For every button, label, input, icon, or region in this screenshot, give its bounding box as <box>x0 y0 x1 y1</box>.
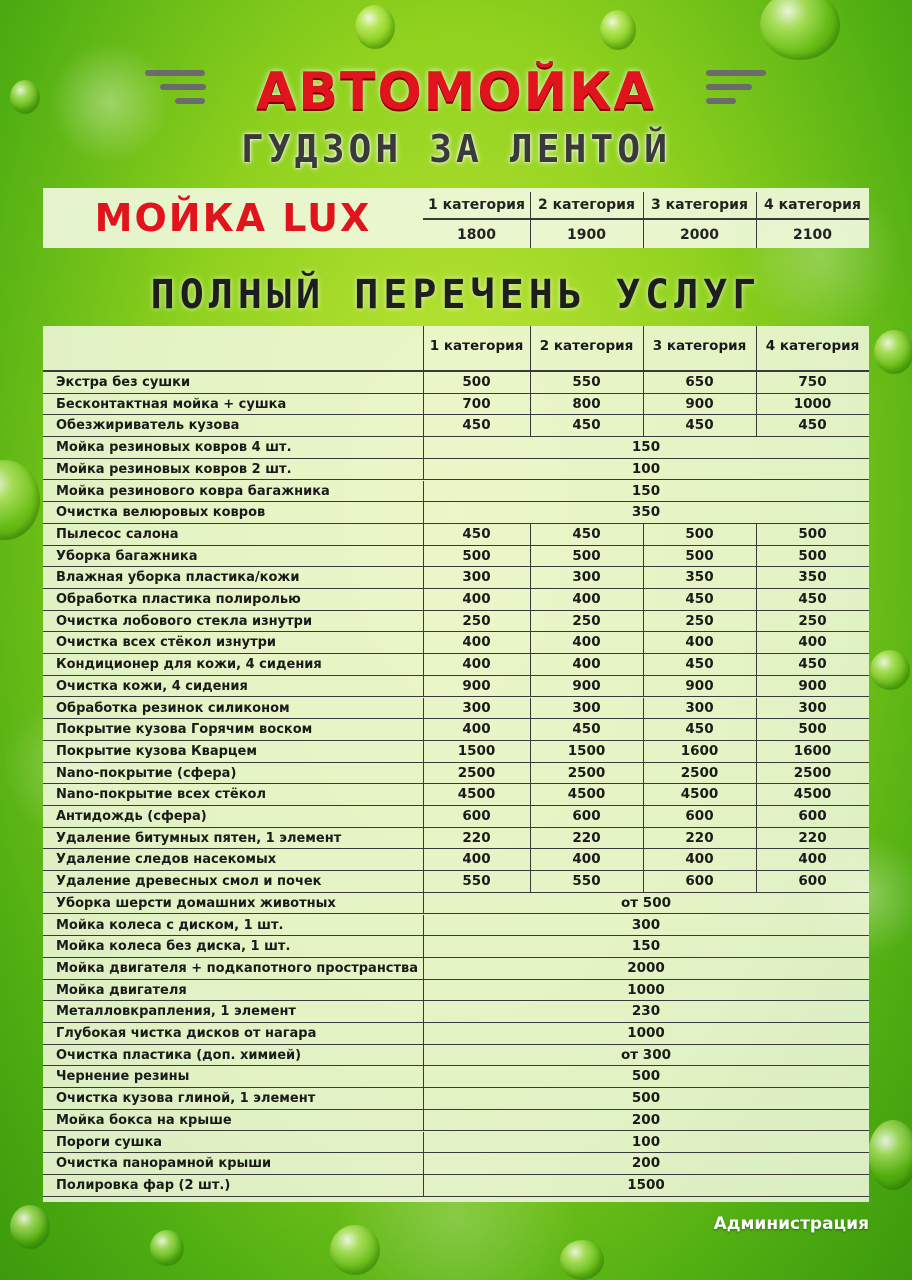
price-cell-merged: 500 <box>631 1090 661 1107</box>
price-column-divider <box>643 828 644 850</box>
price-column-divider <box>756 849 757 871</box>
water-drop <box>870 650 910 690</box>
table-row <box>43 871 869 893</box>
table-row <box>43 567 869 589</box>
price-cell: 450 <box>798 591 827 607</box>
price-cell: 500 <box>798 525 827 542</box>
price-cell: 450 <box>572 417 601 434</box>
price-cell: 600 <box>798 873 827 890</box>
price-column-divider <box>530 849 531 871</box>
price-column-divider <box>756 567 757 589</box>
price-cell: 1500 <box>567 742 606 759</box>
price-cell: 250 <box>462 612 491 629</box>
price-column-divider <box>643 676 644 698</box>
price-cell: 2500 <box>680 764 719 781</box>
price-cell: 4500 <box>457 786 496 803</box>
price-column-divider <box>530 394 531 416</box>
table-row <box>43 415 869 437</box>
table-row <box>43 763 869 785</box>
table-row <box>43 1023 869 1045</box>
price-column-divider <box>756 698 757 720</box>
table-row <box>43 632 869 654</box>
service-name: Металловкрапления, 1 элемент <box>56 1004 296 1020</box>
price-cell: 700 <box>462 395 491 412</box>
price-column-divider <box>643 698 644 720</box>
price-column-divider <box>756 784 757 806</box>
lux-category-header: 4 категория <box>764 197 861 213</box>
table-row <box>43 893 869 915</box>
price-column-divider <box>530 698 531 720</box>
service-name: Мойка двигателя <box>56 982 187 998</box>
service-name: Очистка всех стёкол изнутри <box>56 635 277 651</box>
price-cell-merged: 350 <box>631 504 661 521</box>
table-row <box>43 611 869 633</box>
price-cell: 400 <box>572 591 601 607</box>
price-column-divider <box>530 372 531 394</box>
price-cell: 300 <box>572 699 601 716</box>
water-drop <box>760 0 840 60</box>
price-cell: 900 <box>572 677 601 694</box>
service-name: Очистка кузова глиной, 1 элемент <box>56 1091 316 1107</box>
price-cell: 1600 <box>793 742 832 759</box>
table-row <box>43 654 869 676</box>
table-row <box>43 437 869 459</box>
table-row <box>43 784 869 806</box>
price-column-divider <box>756 524 757 546</box>
service-name: Полировка фар (2 шт.) <box>56 1177 231 1193</box>
lux-price: 2100 <box>793 227 832 243</box>
price-cell: 400 <box>572 634 601 651</box>
footer-administration: Администрация <box>713 1214 869 1234</box>
price-column-divider <box>756 394 757 416</box>
lux-price-panel <box>43 188 869 248</box>
service-name: Удаление древесных смол и почек <box>56 874 322 890</box>
price-cell: 400 <box>798 851 827 868</box>
service-name: Мойка резиновых ковров 4 шт. <box>56 440 292 456</box>
price-cell: 450 <box>685 591 714 607</box>
price-cell: 500 <box>685 547 714 564</box>
table-row <box>43 546 869 568</box>
header-column-divider <box>643 326 644 370</box>
price-column-divider <box>643 654 644 676</box>
table-row <box>43 1110 869 1132</box>
price-column-divider <box>530 806 531 828</box>
price-cell: 250 <box>685 612 714 629</box>
price-cell: 450 <box>685 656 714 673</box>
service-name: Очистка панорамной крыши <box>56 1156 272 1172</box>
price-cell: 550 <box>572 873 601 890</box>
price-column-divider <box>643 784 644 806</box>
price-column-divider <box>756 871 757 893</box>
service-name: Мойка колеса с диском, 1 шт. <box>56 917 284 933</box>
table-row <box>43 481 869 503</box>
price-list-table <box>43 326 869 1202</box>
price-column-divider <box>756 741 757 763</box>
price-cell: 300 <box>462 569 491 586</box>
table-row <box>43 394 869 416</box>
service-name: Мойка резинового ковра багажника <box>56 483 330 499</box>
service-name: Покрытие кузова Кварцем <box>56 743 257 759</box>
price-cell: 500 <box>462 374 491 390</box>
price-column-divider <box>756 719 757 741</box>
price-cell: 800 <box>572 395 601 412</box>
table-row <box>43 936 869 958</box>
price-cell: 550 <box>462 873 491 890</box>
price-cell: 4500 <box>680 786 719 803</box>
price-list-title: ПОЛНЫЙ ПЕРЕЧЕНЬ УСЛУГ <box>150 272 762 318</box>
table-row <box>43 502 869 524</box>
service-name: Очистка пластика (доп. химией) <box>56 1047 302 1063</box>
price-column-divider <box>643 372 644 394</box>
price-cell: 300 <box>572 569 601 586</box>
price-column-divider <box>756 372 757 394</box>
price-cell: 2500 <box>457 764 496 781</box>
table-row <box>43 676 869 698</box>
category-header: 2 категория <box>539 338 634 354</box>
table-row <box>43 958 869 980</box>
price-cell-merged: 150 <box>631 938 661 955</box>
price-cell: 400 <box>685 634 714 651</box>
table-row <box>43 459 869 481</box>
table-row <box>43 524 869 546</box>
service-name: Чернение резины <box>56 1069 190 1085</box>
price-cell: 500 <box>572 547 601 564</box>
table-row <box>43 719 869 741</box>
table-row <box>43 1001 869 1023</box>
service-name: Очистка велюровых ковров <box>56 505 266 521</box>
water-drop <box>355 5 395 49</box>
table-row <box>43 741 869 763</box>
table-row <box>43 915 869 937</box>
water-drop <box>0 460 40 540</box>
price-cell: 400 <box>462 656 491 673</box>
price-cell: 600 <box>685 808 714 824</box>
price-cell: 300 <box>462 699 491 716</box>
price-column-divider <box>756 546 757 568</box>
price-column-divider <box>643 632 644 654</box>
header-column-divider <box>423 326 424 370</box>
price-cell: 450 <box>685 417 714 434</box>
price-cell: 600 <box>572 808 601 824</box>
price-column-divider <box>643 871 644 893</box>
price-cell: 220 <box>685 829 714 846</box>
price-column-divider <box>530 524 531 546</box>
table-row <box>43 372 869 394</box>
table-row <box>43 589 869 611</box>
header-column-divider <box>530 326 531 370</box>
price-column-divider <box>530 611 531 633</box>
price-column-divider <box>530 784 531 806</box>
price-column-divider <box>643 524 644 546</box>
price-column-divider <box>643 849 644 871</box>
table-row <box>43 1066 869 1088</box>
price-column-divider <box>530 632 531 654</box>
price-cell: 4500 <box>567 786 606 803</box>
price-cell: 220 <box>462 829 491 846</box>
table-row <box>43 1153 869 1175</box>
service-name: Мойка колеса без диска, 1 шт. <box>56 939 291 955</box>
service-name: Удаление следов насекомых <box>56 852 277 868</box>
price-column-divider <box>643 719 644 741</box>
table-row <box>43 849 869 871</box>
lux-category-header: 1 категория <box>428 197 525 213</box>
price-cell: 900 <box>462 677 491 694</box>
price-cell-merged: от 300 <box>621 1046 671 1063</box>
price-cell: 450 <box>798 417 827 434</box>
price-cell: 1600 <box>680 742 719 759</box>
service-name: Мойка бокса на крыше <box>56 1112 232 1128</box>
service-name: Nano-покрытие (сфера) <box>56 765 237 781</box>
price-column-divider <box>530 676 531 698</box>
price-cell-merged: 300 <box>631 916 661 933</box>
price-cell: 600 <box>462 808 491 824</box>
water-drop <box>560 1240 604 1280</box>
price-cell: 600 <box>685 873 714 890</box>
price-cell: 750 <box>798 374 827 390</box>
service-name: Экстра без сушки <box>56 375 191 390</box>
price-column-divider <box>530 828 531 850</box>
price-cell: 220 <box>798 829 827 846</box>
price-cell: 250 <box>798 612 827 629</box>
service-name: Глубокая чистка дисков от нагара <box>56 1026 317 1041</box>
water-drop <box>600 10 636 50</box>
price-cell: 400 <box>572 851 601 868</box>
price-column-divider <box>530 567 531 589</box>
price-cell: 500 <box>462 547 491 564</box>
price-cell: 450 <box>798 656 827 673</box>
service-name: Очистка лобового стекла изнутри <box>56 613 313 629</box>
price-column-divider <box>643 741 644 763</box>
price-cell: 2500 <box>567 764 606 781</box>
price-column-divider <box>530 741 531 763</box>
table-row <box>43 1045 869 1067</box>
table-row <box>43 1088 869 1110</box>
price-cell: 650 <box>685 374 714 390</box>
price-column-divider <box>756 763 757 785</box>
service-name: Пороги сушка <box>56 1134 163 1150</box>
price-cell: 300 <box>685 699 714 716</box>
price-cell: 450 <box>462 525 491 542</box>
price-cell-merged: 150 <box>631 439 661 456</box>
service-name: Удаление битумных пятен, 1 элемент <box>56 830 342 846</box>
price-cell-merged: 1500 <box>627 1176 665 1193</box>
table-row <box>43 1132 869 1154</box>
price-cell-merged: от 500 <box>621 894 671 911</box>
price-cell: 550 <box>572 374 601 390</box>
price-cell: 500 <box>798 721 827 738</box>
lux-price-table <box>423 188 869 248</box>
price-cell: 400 <box>462 851 491 868</box>
price-cell-merged: 500 <box>631 1068 661 1085</box>
service-name: Обработка пластика полиролью <box>56 592 301 607</box>
price-cell: 400 <box>462 721 491 738</box>
price-column-divider <box>643 611 644 633</box>
price-cell: 400 <box>685 851 714 868</box>
table-row <box>43 980 869 1002</box>
price-cell: 250 <box>572 612 601 629</box>
price-cell-merged: 1000 <box>627 1025 665 1041</box>
price-column-divider <box>643 763 644 785</box>
price-column-divider <box>643 567 644 589</box>
price-cell: 450 <box>685 721 714 738</box>
price-cell: 400 <box>798 634 827 651</box>
price-cell: 900 <box>685 677 714 694</box>
category-header: 4 категория <box>765 338 860 354</box>
water-drop <box>150 1230 184 1266</box>
price-cell-merged: 100 <box>631 460 661 477</box>
price-cell: 600 <box>798 808 827 824</box>
price-cell: 350 <box>685 569 714 586</box>
price-cell-merged: 200 <box>631 1111 661 1128</box>
price-column-divider <box>643 546 644 568</box>
price-cell: 450 <box>462 417 491 434</box>
price-cell: 450 <box>572 721 601 738</box>
price-column-divider <box>756 611 757 633</box>
price-column-divider <box>530 719 531 741</box>
price-cell-merged: 150 <box>631 482 661 499</box>
lux-category-header: 2 категория <box>538 197 635 213</box>
price-cell-merged: 1000 <box>627 981 665 998</box>
price-cell: 500 <box>798 547 827 564</box>
price-column-divider <box>530 546 531 568</box>
price-column-divider <box>756 676 757 698</box>
price-cell: 220 <box>572 829 601 846</box>
price-column-divider <box>643 394 644 416</box>
category-header: 3 категория <box>652 338 747 354</box>
table-row <box>43 828 869 850</box>
price-column-divider <box>756 806 757 828</box>
lux-price: 1900 <box>567 227 606 243</box>
price-column-divider <box>643 806 644 828</box>
service-name: Бесконтактная мойка + сушка <box>56 396 287 412</box>
table-row <box>43 698 869 720</box>
water-drop <box>330 1225 380 1275</box>
price-cell: 300 <box>798 699 827 716</box>
service-name: Очистка кожи, 4 сидения <box>56 678 248 694</box>
price-cell: 1000 <box>793 395 832 412</box>
price-cell: 400 <box>462 591 491 607</box>
price-cell: 450 <box>572 525 601 542</box>
price-cell: 4500 <box>793 786 832 803</box>
service-name: Мойка резиновых ковров 2 шт. <box>56 461 292 477</box>
category-header: 1 категория <box>429 338 524 354</box>
service-name: Антидождь (сфера) <box>56 809 207 824</box>
water-drop <box>874 330 912 374</box>
service-name: Обработка резинок силиконом <box>56 700 290 716</box>
lux-price: 1800 <box>457 227 496 243</box>
water-drop <box>868 1120 912 1190</box>
service-name: Пылесос салона <box>56 526 179 542</box>
price-cell-merged: 230 <box>631 1003 661 1020</box>
lux-price: 2000 <box>680 227 719 243</box>
price-cell: 400 <box>572 656 601 673</box>
price-column-divider <box>530 871 531 893</box>
price-column-divider <box>643 415 644 437</box>
service-name: Кондиционер для кожи, 4 сидения <box>56 657 322 673</box>
lux-category-header: 3 категория <box>651 197 748 213</box>
price-column-divider <box>756 415 757 437</box>
service-name: Уборка шерсти домашних животных <box>56 895 336 911</box>
price-column-divider <box>530 589 531 611</box>
header <box>0 52 912 172</box>
price-cell: 900 <box>798 677 827 694</box>
water-drop <box>10 1205 50 1249</box>
price-cell-merged: 100 <box>631 1133 661 1150</box>
price-column-divider <box>530 654 531 676</box>
price-cell: 500 <box>685 525 714 542</box>
service-name: Мойка двигателя + подкапотного пространства <box>56 960 419 976</box>
table-row <box>43 806 869 828</box>
service-name: Уборка багажника <box>56 548 198 564</box>
price-cell-merged: 200 <box>631 1155 661 1172</box>
logo-title: АВТОМОЙКА <box>256 62 656 122</box>
price-column-divider <box>756 828 757 850</box>
price-column-divider <box>643 589 644 611</box>
price-column-divider <box>756 632 757 654</box>
price-cell: 900 <box>685 395 714 412</box>
lux-title: МОЙКА LUX <box>94 196 372 240</box>
table-row <box>43 1175 869 1197</box>
price-column-divider <box>530 415 531 437</box>
header-column-divider <box>756 326 757 370</box>
service-name: Обезжириватель кузова <box>56 418 240 434</box>
service-name: Влажная уборка пластика/кожи <box>56 570 300 586</box>
service-name: Покрытие кузова Горячим воском <box>56 722 313 738</box>
service-name: Nano-покрытие всех стёкол <box>56 787 267 803</box>
price-cell: 2500 <box>793 764 832 781</box>
price-column-divider <box>756 654 757 676</box>
logo-subtitle: ГУДЗОН ЗА ЛЕНТОЙ <box>240 127 672 171</box>
price-cell: 350 <box>798 569 827 586</box>
price-cell: 1500 <box>457 742 496 759</box>
price-column-divider <box>756 589 757 611</box>
price-column-divider <box>530 763 531 785</box>
price-cell: 400 <box>462 634 491 651</box>
price-cell-merged: 2000 <box>627 959 665 976</box>
